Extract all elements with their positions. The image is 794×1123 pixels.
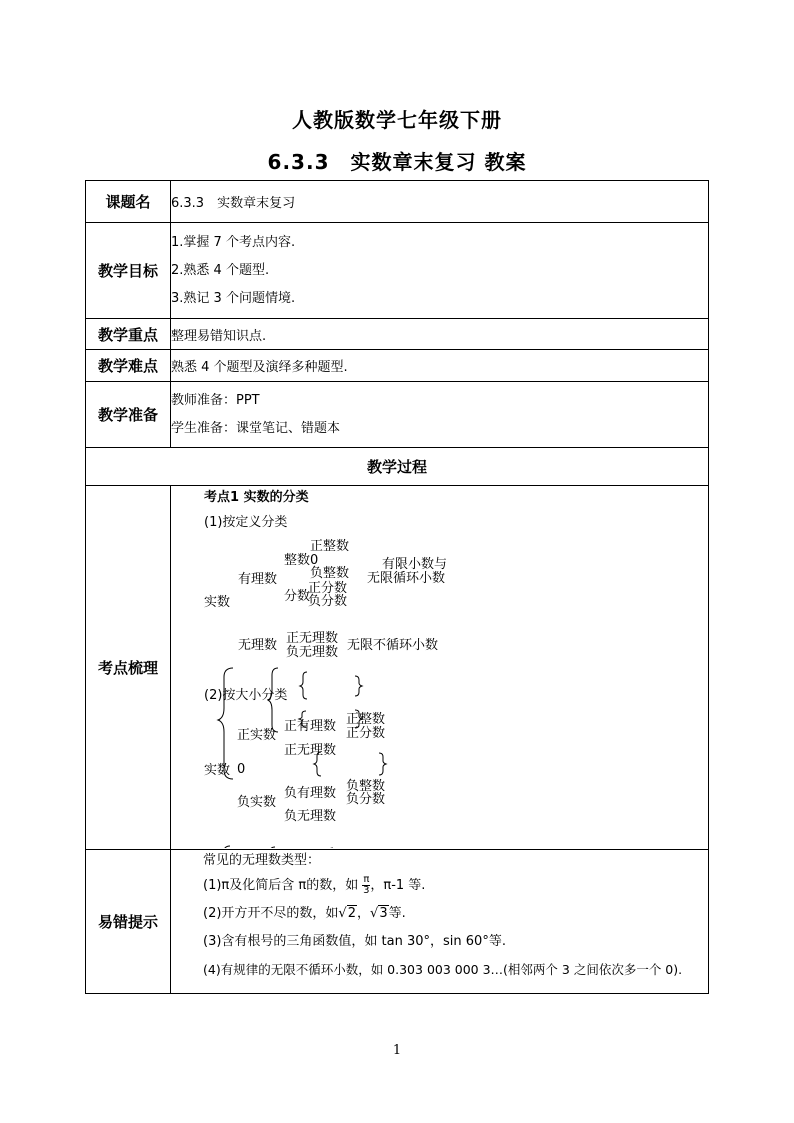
objective-item: 1.掌握 7 个考点内容. — [171, 234, 296, 250]
size-neg-int-label: 负整数 — [346, 779, 386, 794]
document-subtitle: 6.3.3 实数章末复习 教案 — [267, 150, 527, 174]
def-neg-int-label: 负整数 — [310, 566, 350, 581]
errors-intro: 常见的无理数类型： — [203, 853, 321, 868]
def-irr-note: 无限不循环小数 — [347, 638, 439, 653]
def-finite-note-2: 无限循环小数 — [367, 571, 446, 586]
errors-label: 易错提示 — [86, 850, 171, 994]
def-fraction-label: 分数 — [284, 589, 311, 604]
key-row — [86, 319, 709, 350]
error-item-2-text: (2)开方开不尽的数，如 — [203, 906, 339, 921]
objectives-row — [86, 223, 709, 319]
size-pos-int-label: 正整数 — [346, 712, 386, 727]
error-item-2-tail: 等. — [388, 906, 406, 921]
error-item-3: (3)含有根号的三角函数值，如 tan 30°，sin 60°等. — [203, 934, 506, 949]
error-item-4: (4)有规律的无限不循环小数，如 0.303 003 000 3…(相邻两个 3 之间依次多一个 0). — [203, 962, 683, 977]
def-root-label: 实数 — [204, 595, 231, 610]
difficulty-value: 熟悉 4 个题型及演绎多种题型. — [171, 350, 709, 382]
prep-student: 学生准备：课堂笔记、错题本 — [171, 420, 341, 436]
def-zero-label: 0 — [310, 553, 319, 568]
bracket-lines — [171, 486, 709, 848]
by-definition-title: (1)按定义分类 — [204, 515, 288, 530]
objective-item: 2.熟悉 4 个题型. — [171, 262, 270, 278]
errors-content — [171, 850, 709, 994]
size-pos-rational-label: 正有理数 — [284, 719, 337, 734]
review-row — [86, 486, 709, 850]
prep-list — [171, 382, 709, 448]
review-content — [171, 486, 709, 850]
size-neg-real-label: 负实数 — [237, 795, 277, 810]
review-label: 考点梳理 — [86, 486, 171, 850]
review-heading: 考点1 实数的分类 — [204, 490, 309, 505]
classification-diagrams — [171, 486, 709, 848]
error-item-1 — [171, 872, 708, 900]
sqrt-3: √3 — [370, 906, 388, 921]
size-pos-irr-label: 正无理数 — [284, 743, 337, 758]
error-item-1-text: (1)π及化简后含 π的数，如 — [203, 878, 359, 893]
page-number: 1 — [392, 1043, 402, 1058]
errors-row — [86, 850, 709, 994]
key-label: 教学重点 — [86, 319, 171, 350]
def-pos-irr-label: 正无理数 — [286, 631, 339, 646]
def-irrational-label: 无理数 — [238, 638, 278, 653]
course-value: 6.3.3 实数章末复习 — [171, 181, 709, 223]
by-size-title: (2)按大小分类 — [204, 688, 288, 703]
size-neg-irr-label: 负无理数 — [284, 809, 337, 824]
size-neg-frac-label: 负分数 — [346, 792, 386, 807]
size-neg-rational-label: 负有理数 — [284, 786, 337, 801]
prep-teacher: 教师准备：PPT — [171, 392, 260, 408]
def-integer-label: 整数 — [284, 553, 311, 568]
def-pos-int-label: 正整数 — [310, 539, 350, 554]
key-value: 整理易错知识点. — [171, 319, 709, 350]
pi-over-3-fraction: $\frac{\pi}{3}$ — [363, 874, 370, 896]
course-label: 课题名 — [86, 181, 171, 223]
prep-row — [86, 382, 709, 448]
lesson-plan-table — [85, 180, 709, 994]
size-pos-real-label: 正实数 — [237, 728, 277, 743]
def-neg-irr-label: 负无理数 — [286, 645, 339, 660]
process-title: 教学过程 — [86, 448, 709, 486]
def-finite-note-1: 有限小数与 — [382, 557, 448, 572]
objectives-list — [171, 223, 709, 319]
objective-item: 3.熟记 3 个问题情境. — [171, 290, 296, 306]
size-root-label: 实数 — [204, 763, 231, 778]
document-title: 人教版数学七年级下册 — [292, 108, 502, 132]
difficulty-row — [86, 350, 709, 382]
objectives-label: 教学目标 — [86, 223, 171, 319]
def-neg-frac-label: 负分数 — [308, 594, 348, 609]
prep-label: 教学准备 — [86, 382, 171, 448]
def-rational-label: 有理数 — [238, 572, 278, 587]
error-item-1-tail: ，π-1 等. — [370, 878, 426, 893]
course-row — [86, 181, 709, 223]
sqrt-2: √2 — [338, 906, 356, 921]
def-pos-frac-label: 正分数 — [308, 581, 348, 596]
difficulty-label: 教学难点 — [86, 350, 171, 382]
size-pos-frac-label: 正分数 — [346, 726, 386, 741]
error-item-2: (2)开方开不尽的数，如√2，√3等. — [171, 900, 708, 928]
size-zero-label: 0 — [237, 762, 246, 777]
process-row — [86, 448, 709, 486]
